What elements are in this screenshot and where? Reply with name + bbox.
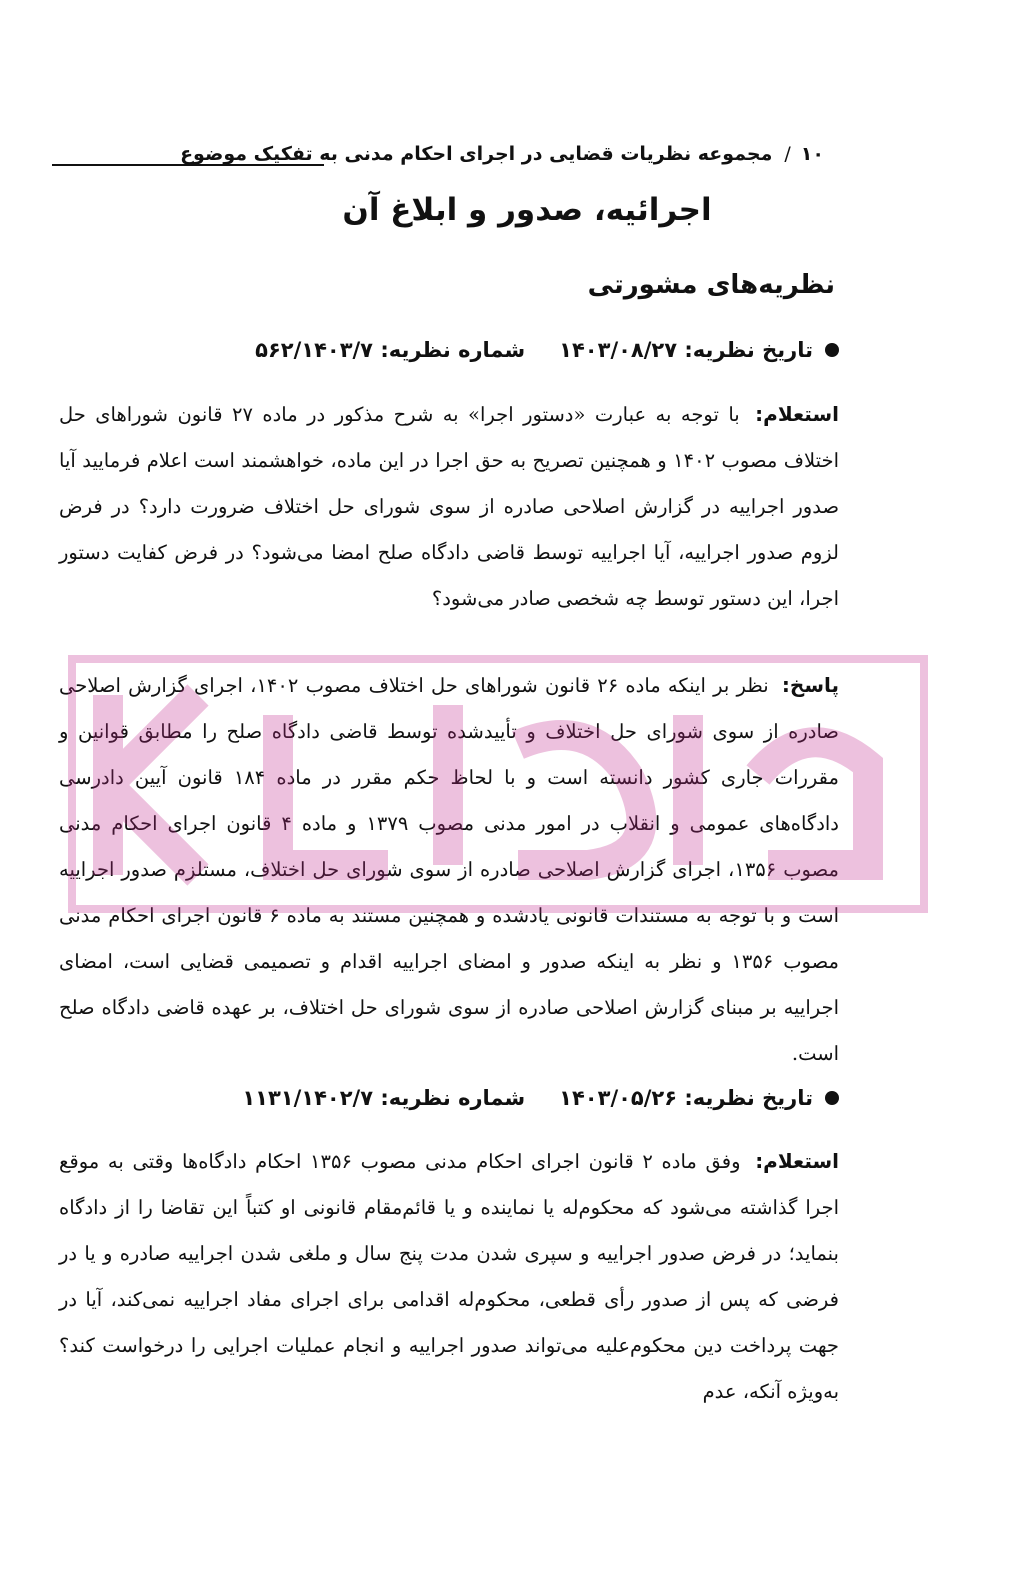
inquiry-text: با توجه به عبارت «دستور اجرا» به شرح مذکور در ماده ۲۷ قانون شوراهای حل اختلاف مصوب ۱۴۰۲ و همچنین تصریح به حق اجرا در این ماده، خواهشمند است اعلام فرمایید آیا صدور اجراییه در گزارش اصلاحی صادره از سوی شورای حل اختلاف ضرورت دارد؟ در فرض لزوم صدور اجراییه، آیا اجراییه توسط قاضی دادگاه صلح امضا می‌شود؟ در فرض کفایت دستور اجرا، این دستور توسط چه شخصی صادر می‌شود؟ [59, 403, 839, 610]
running-header [180, 136, 824, 172]
answer-text: نظر بر اینکه ماده ۲۶ قانون شوراهای حل اختلاف مصوب ۱۴۰۲، اجرای گزارش اصلاحی صادره از سوی شورای حل اختلاف و تأییدشده توسط قاضی دادگاه صلح را مطابق قوانین و مقررات جاری کشور دانسته است و با لحاظ حکم مقرر در ماده ۱۸۴ قانون آیین دادرسی دادگاه‌های عمومی و انقلاب در امور مدنی مصوب ۱۳۷۹ و ماده ۴ قانون اجرای احکام مدنی مصوب ۱۳۵۶، اجرای گزارش اصلاحی صادره از سوی شورای حل اختلاف، مستلزم صدور اجراییه است و با توجه به مستندات قانونی یادشده و همچنین مستند به ماده ۶ قانون اجرای احکام مدنی مصوب ۱۳۵۶ و نظر به اینکه صدور و امضای اجراییه اقدام و تصمیمی قضایی است، امضای اجراییه بر مبنای گزارش اصلاحی صادره از سوی شورای حل اختلاف، بر عهده قاضی دادگاه صلح است. [59, 674, 839, 1065]
opinion-number-label: شماره نظریه: [380, 338, 526, 362]
answer-label: پاسخ: [781, 673, 840, 697]
inquiry-paragraph [59, 391, 839, 622]
header-rule [52, 164, 324, 166]
inquiry-text: وفق ماده ۲ قانون اجرای احکام مدنی مصوب ۱۳۵۶ احکام دادگاه‌ها وقتی به موقع اجرا گذاشته می‌شود که محکوم‌له یا نماینده و یا قائم‌مقام قانونی او کتباً این تقاضا را از دادگاه بنماید؛ در فرض صدور اجراییه و سپری شدن مدت پنج سال و ملغی شدن اجراییه صادره و یا در فرضی که پس از صدور رأی قطعی، محکوم‌له اقدامی برای اجرای مفاد اجراییه نمی‌کند، آیا در جهت پرداخت دین محکوم‌علیه می‌تواند صدور اجراییه و انجام عملیات اجرایی را درخواست کند؟ به‌ویژه آنکه، عدم [59, 1150, 839, 1403]
inquiry-label: استعلام: [755, 1149, 840, 1173]
answer-paragraph [59, 662, 839, 1077]
opinion-date-value: ۱۴۰۳/۰۸/۲۷ [559, 338, 678, 362]
page-number: ۱۰ [800, 143, 824, 165]
bullet-icon [825, 343, 839, 357]
opinion-number-value: ۵۶۲/۱۴۰۳/۷ [255, 338, 374, 362]
chapter-title: اجرائیه، صدور و ابلاغ آن [342, 192, 712, 228]
inquiry-label: استعلام: [755, 402, 839, 426]
inquiry-paragraph [59, 1138, 839, 1415]
section-title: نظریه‌های مشورتی [587, 270, 835, 300]
header-separator: / [784, 143, 791, 165]
opinion-date-label: تاریخ نظریه: [684, 338, 813, 362]
opinion-number-value: ۱۱۳۱/۱۴۰۲/۷ [242, 1086, 374, 1110]
opinion-date-value: ۱۴۰۳/۰۵/۲۶ [559, 1086, 678, 1110]
bullet-icon [825, 1091, 839, 1105]
opinion-header [242, 1086, 839, 1110]
opinion-header [255, 338, 839, 362]
opinion-number-label: شماره نظریه: [380, 1086, 526, 1110]
opinion-date-label: تاریخ نظریه: [684, 1086, 813, 1110]
book-title: مجموعه نظریات قضایی در اجرای احکام مدنی به تفکیک موضوع [180, 143, 773, 165]
